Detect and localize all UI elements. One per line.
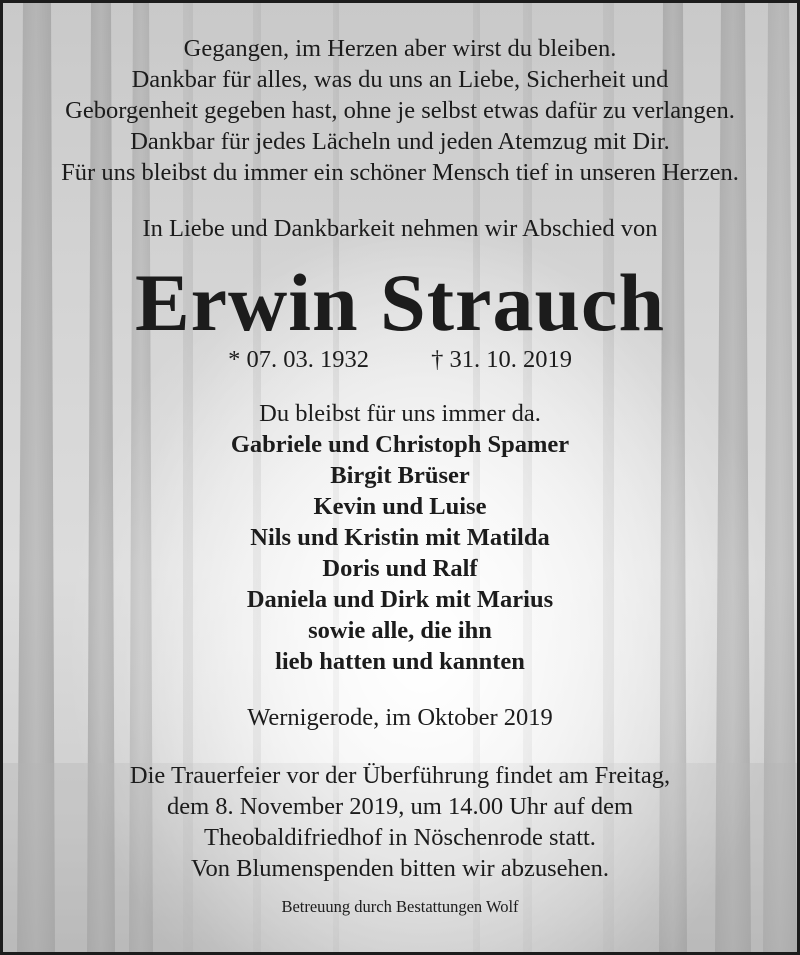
mourner: Birgit Brüser (330, 462, 470, 489)
poem-line: Geborgenheit gegeben hast, ohne je selbst etwas dafür zu verlangen. (65, 97, 735, 124)
farewell-intro: In Liebe und Dankbarkeit nehmen wir Abschied von (142, 215, 658, 242)
undertaker-credit: Betreuung durch Bestattungen Wolf (281, 897, 519, 916)
mourner: Kevin und Luise (313, 493, 487, 520)
service-line: Die Trauerfeier vor der Überführung findet am Freitag, (129, 762, 671, 789)
service-line: Theobaldifriedhof in Nöschenrode statt. (204, 824, 596, 851)
birth-date: * 07. 03. 1932 (228, 346, 369, 373)
mourner: Nils und Kristin mit Matilda (250, 524, 550, 551)
mourners-list (3, 398, 797, 677)
service-line: dem 8. November 2019, um 14.00 Uhr auf dem (166, 793, 634, 820)
funeral-service-info (3, 760, 797, 884)
mourner: lieb hatten und kannten (275, 648, 525, 675)
place-and-date: Wernigerode, im Oktober 2019 (247, 704, 553, 731)
death-date: † 31. 10. 2019 (431, 346, 572, 373)
mourner: Gabriele und Christoph Spamer (230, 431, 570, 458)
poem-line: Gegangen, im Herzen aber wirst du bleiben. (183, 35, 617, 62)
poem-line: Dankbar für alles, was du uns an Liebe, Sicherheit und (131, 66, 669, 93)
mourner: Daniela und Dirk mit Marius (246, 586, 554, 613)
mourner: sowie alle, die ihn (308, 617, 492, 644)
mourners-lead: Du bleibst für uns immer da. (259, 400, 541, 427)
poem (3, 33, 797, 188)
life-dates (3, 344, 797, 375)
poem-line: Für uns bleibst du immer ein schöner Mensch tief in unseren Herzen. (61, 159, 739, 186)
mourner: Doris und Ralf (322, 555, 478, 582)
deceased-name: Erwin Strauch (134, 257, 666, 348)
poem-line: Dankbar für jedes Lächeln und jeden Atemzug mit Dir. (130, 128, 670, 155)
service-line: Von Blumenspenden bitten wir abzusehen. (190, 855, 609, 882)
